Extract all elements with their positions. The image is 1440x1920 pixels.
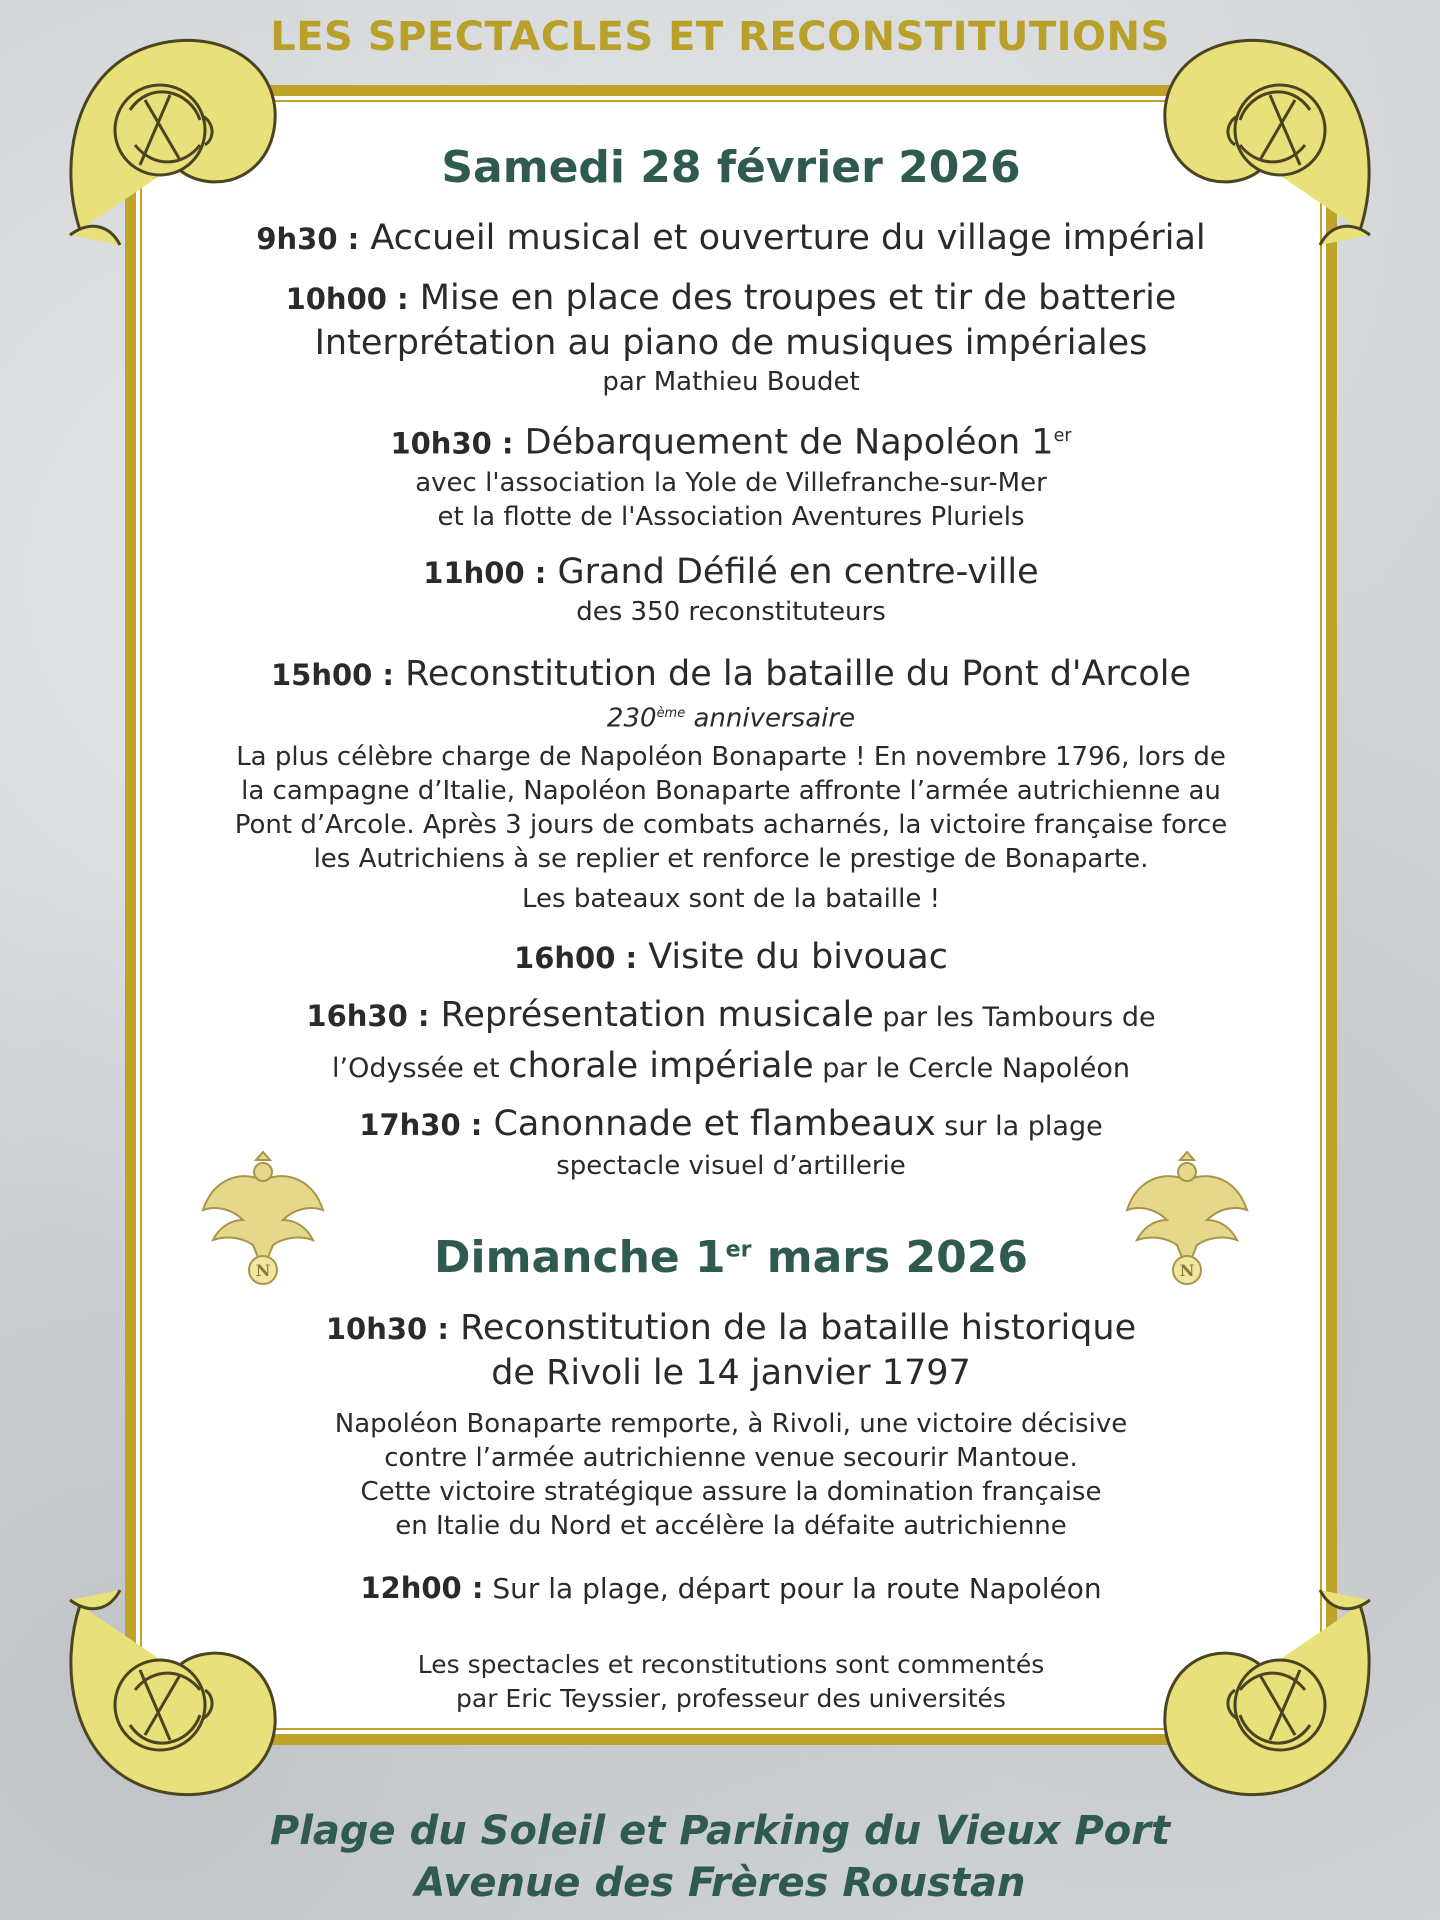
event-line: Interprétation au piano de musiques impériales <box>314 323 1148 363</box>
event-text: Reconstitution de la bataille historique <box>460 1308 1137 1348</box>
event-desc-line: Napoléon Bonaparte remporte, à Rivoli, une victoire décisive <box>334 1409 1128 1439</box>
sunday-title-sup: er <box>725 1237 752 1263</box>
footer-note <box>137 1648 1325 1716</box>
event-time: 11h00 : <box>423 556 547 590</box>
event-item <box>137 993 1325 1091</box>
anniversary-sup: ème <box>656 706 686 721</box>
event-time: 16h00 : <box>514 941 638 975</box>
sunday-title-post: mars 2026 <box>751 1232 1028 1283</box>
event-note: Les bateaux sont de la bataille ! <box>521 883 941 914</box>
saturday-title: Samedi 28 février 2026 <box>441 142 1021 193</box>
event-item <box>137 935 1325 980</box>
event-text: Sur la plage, départ pour la route Napoléon <box>492 1572 1102 1605</box>
event-small: sur la plage <box>935 1111 1103 1142</box>
event-sup: er <box>1053 426 1072 446</box>
event-text: Reconstitution de la bataille du Pont d'Arcole <box>405 654 1192 694</box>
event-text: Représentation musicale <box>440 995 874 1035</box>
event-time: 10h30 : <box>390 426 514 461</box>
footer-line: Les spectacles et reconstitutions sont commentés <box>417 1650 1045 1679</box>
event-text: Visite du bivouac <box>648 937 948 977</box>
event-desc-line: Cette victoire stratégique assure la domination française <box>360 1477 1102 1507</box>
event-item <box>137 276 1325 399</box>
event-text: chorale impériale <box>508 1046 814 1086</box>
event-desc-line: contre l’armée autrichienne venue secourir Mantoue. <box>384 1443 1078 1473</box>
event-line: avec l'association la Yole de Villefranche-sur-Mer <box>415 467 1047 498</box>
event-line: de Rivoli le 14 janvier 1797 <box>491 1353 971 1393</box>
event-line: et la flotte de l'Association Aventures Pluriels <box>437 501 1025 532</box>
event-time: 10h30 : <box>325 1312 449 1346</box>
event-desc-line: Pont d’Arcole. Après 3 jours de combats acharnés, la victoire française force <box>234 809 1228 840</box>
sunday-title <box>137 1232 1325 1283</box>
event-line: par Mathieu Boudet <box>602 367 860 397</box>
event-time: 12h00 : <box>360 1571 484 1605</box>
event-desc-line: les Autrichiens à se replier et renforce le prestige de Bonaparte. <box>313 843 1149 874</box>
event-item <box>137 216 1325 261</box>
event-time: 10h00 : <box>285 282 409 316</box>
svg-text:N: N <box>1179 1261 1195 1280</box>
sunday-title-pre: Dimanche 1 <box>434 1232 726 1283</box>
event-time: 16h30 : <box>306 999 430 1033</box>
event-text: Canonnade et flambeaux <box>493 1104 936 1144</box>
event-item <box>137 1566 1325 1611</box>
event-time: 15h00 : <box>270 658 395 692</box>
event-small: l’Odyssée et <box>332 1053 509 1084</box>
venue-line: Plage du Soleil et Parking du Vieux Port <box>269 1808 1171 1854</box>
venue-line: Avenue des Frères Roustan <box>414 1860 1026 1906</box>
event-text: Débarquement de Napoléon 1 <box>524 422 1054 463</box>
event-small: par les Tambours de <box>873 1002 1156 1033</box>
page-title: LES SPECTACLES ET RECONSTITUTIONS <box>270 14 1170 60</box>
event-desc-line: La plus célèbre charge de Napoléon Bonaparte ! En novembre 1796, lors de <box>236 741 1226 772</box>
event-line: spectacle visuel d’artillerie <box>556 1151 906 1181</box>
event-small: par le Cercle Napoléon <box>813 1053 1130 1084</box>
event-item <box>137 1306 1325 1543</box>
event-item <box>137 550 1325 629</box>
event-desc-line: la campagne d’Italie, Napoléon Bonaparte affronte l’armée autrichienne au <box>241 775 1221 806</box>
event-text: Grand Défilé en centre-ville <box>557 552 1039 592</box>
event-desc-line: en Italie du Nord et accélère la défaite autrichienne <box>395 1511 1067 1541</box>
event-item <box>137 652 1325 916</box>
footer-line: par Eric Teyssier, professeur des universités <box>456 1684 1006 1713</box>
event-line: des 350 reconstituteurs <box>576 597 886 627</box>
anniversary-text: anniversaire <box>685 703 856 734</box>
svg-text:N: N <box>255 1261 271 1280</box>
event-text: Accueil musical et ouverture du village impérial <box>370 218 1206 258</box>
event-time: 9h30 : <box>256 222 360 256</box>
event-time: 17h30 : <box>359 1108 483 1142</box>
anniversary-number: 230 <box>606 703 657 734</box>
event-item <box>137 414 1325 534</box>
event-text: Mise en place des troupes et tir de batterie <box>419 278 1177 318</box>
